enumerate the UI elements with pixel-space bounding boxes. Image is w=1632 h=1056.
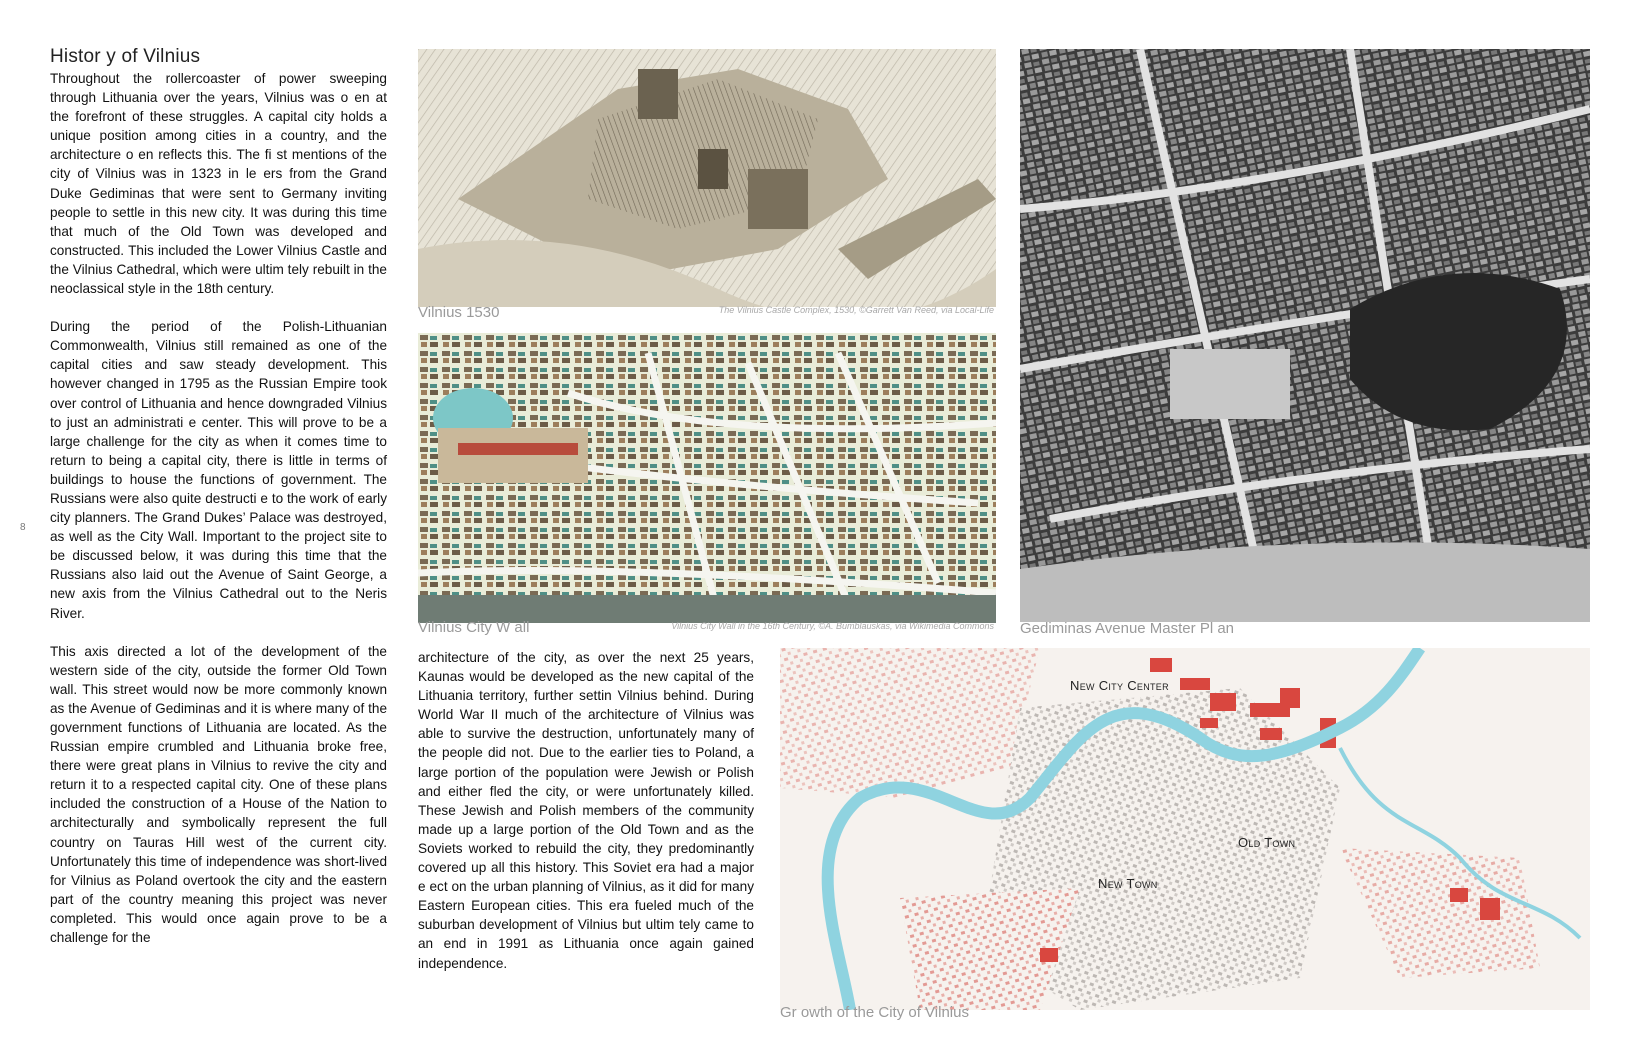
map-label-new-city-center: New City Center xyxy=(1070,678,1169,693)
paragraph: This axis directed a lot of the development of the western side of the city, outside the former Old Town wall. This street would now be more commonly known as the Avenue of Gediminas and it is where many of the government functions of Lithuania are located. As the Russian empire crumbled and Lithuania broke free, there were great plans in Vilnius to revive the city and return it to a respected capital city. One of these plans included the construction of a House of the Nation to architecturally and symbolically represent the full country on Tauras Hill west of the current city. Unfortunately this time of independence was short-lived for Vilnius as Poland overtook the city and the eastern part of the country meaning this project was never completed. This would once again prove to be a challenge for the xyxy=(50,643,387,946)
figure-caption: Vilnius 1530 xyxy=(418,304,500,321)
page-number: 8 xyxy=(20,522,26,533)
map-label-old-town: Old Town xyxy=(1238,835,1296,850)
gediminas-avenue-master-plan-image xyxy=(1020,49,1590,622)
vilnius-1530-image xyxy=(418,49,996,307)
figure-caption: Gr owth of the City of Vilnius xyxy=(780,1004,969,1021)
figure-credit: Vilnius City Wall in the 16th Century, ©A. Bumblauskas, via Wikimedia Commons xyxy=(671,621,994,631)
city-growth-map xyxy=(780,648,1590,1010)
paragraph: During the period of the Polish-Lithuanian Commonwealth, Vilnius still remained as one of the capital cities and saw steady development. This however changed in 1795 as the Russian Empire took over control of Lithuania and hence downgraded Vilnius to just an administrati e center. This will prove to be a large challenge for the city as when it comes time to return to being a capital city, there is little in terms of buildings to house the functions of government. The Russians were also quite destructi e to the work of early city planners. The Grand Dukes’ Palace was destroyed, as well as the City Wall. Important to the project site to be discussed below, it was during this time that the Russians also laid out the Avenue of Saint George, a new axis from the Vilnius Cathedral out to the Neris River. xyxy=(50,319,387,621)
paragraph: architecture of the city, as over the next 25 years, Kaunas would be developed as the new capital of the Lithuania territory, further settin Vilnius behind. During World War II much of the architecture of Vilnius was able to survive the destruction, unfortunately many of the people did not. Due to the earlier ties to Poland, a large portion of the population were Jewish or Polish and either fled the city, or were unfortunately killed. These Jewish and Polish members of the community made up a large portion of the Old Town and as the Soviets worked to rebuild the city, they predominantly covered up all this history. This Soviet era had a major e ect on the urban planning of Vilnius, as it did for many Eastern European cities. This era fueled much of the suburban development of Vilnius but ultim tely came to an end in 1991 as Lithuania once again gained independence. xyxy=(418,650,754,971)
figure-credit: The Vilnius Castle Complex, 1530, ©Garrett Van Reed, via Local-Life xyxy=(718,305,994,315)
text-column-left xyxy=(50,69,387,966)
paragraph: Throughout the rollercoaster of power sweeping through Lithuania over the years, Vilnius was o en at the forefront of these struggles. A capital city holds a unique position among cities in a country, and the architecture o en reflects this. The fi st mentions of the city of Vilnius was in 1323 in le ers from the Grand Duke Gediminas that were sent to Germany inviting people to settle in this new city. It was during this time that much of the Old Town was developed and constructed. This included the Lower Vilnius Castle and the Vilnius Cathedral, which were ultim tely rebuilt in the neoclassical style in the 18th century. xyxy=(50,71,387,297)
figure-caption: Vilnius City W all xyxy=(418,619,530,636)
text-column-right xyxy=(418,648,754,992)
vilnius-city-wall-image xyxy=(418,333,996,623)
map-label-new-town: New Town xyxy=(1098,876,1158,891)
figure-caption: Gediminas Avenue Master Pl an xyxy=(1020,620,1235,637)
page-title: Histor y of Vilnius xyxy=(50,46,201,67)
